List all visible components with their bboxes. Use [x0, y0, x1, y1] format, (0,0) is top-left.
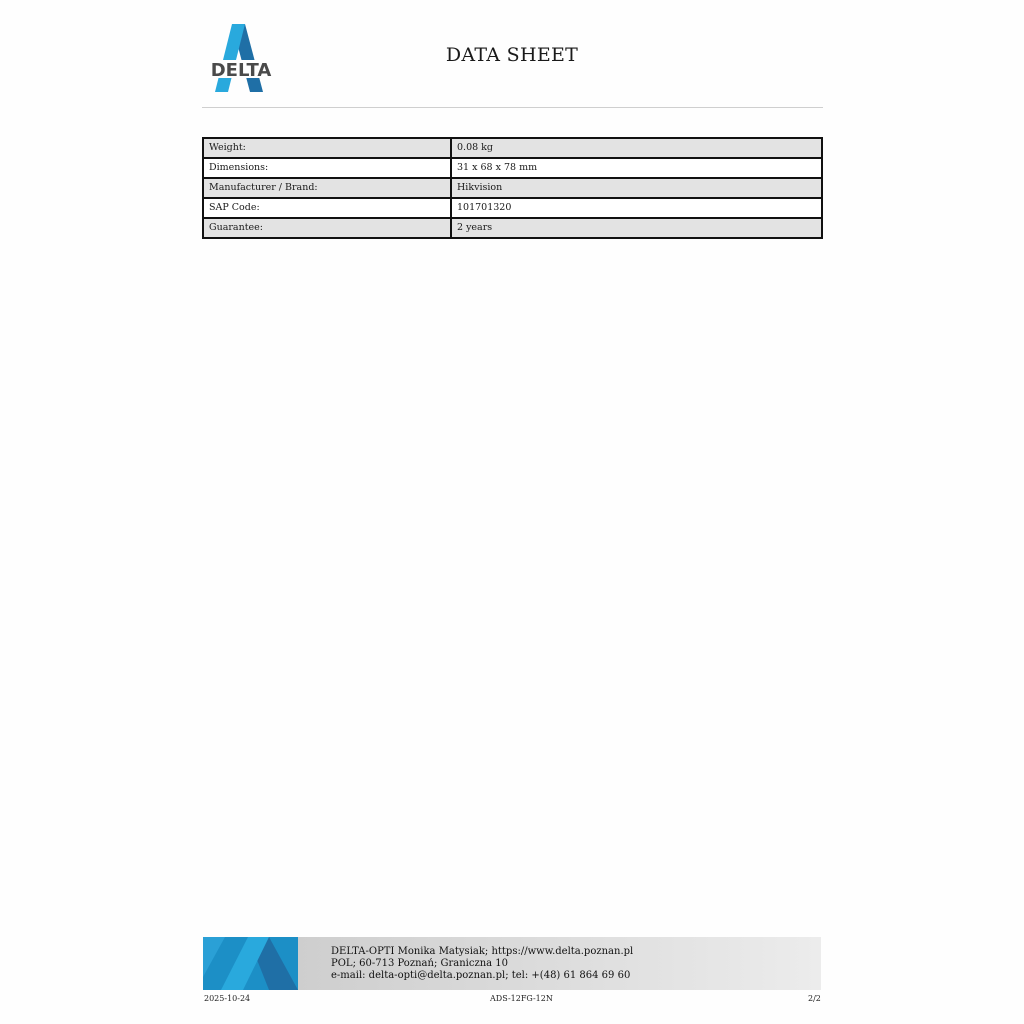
- table-row: [203, 198, 822, 218]
- footer-company-line: DELTA-OPTI Monika Matysiak; https://www.delta.poznan.pl: [331, 946, 634, 957]
- footer-page-number: 2/2: [808, 994, 821, 1003]
- spec-value-dimensions: 31 x 68 x 78 mm: [451, 158, 822, 178]
- footer-date: 2025-10-24: [204, 994, 251, 1003]
- spec-label-dimensions: Dimensions:: [203, 158, 451, 178]
- footer-contact: [331, 946, 633, 982]
- page-title: DATA SHEET: [445, 44, 579, 66]
- table-row: [203, 138, 822, 158]
- spec-table: [202, 137, 823, 239]
- spec-label-brand: Manufacturer / Brand:: [203, 178, 451, 198]
- table-row: [203, 218, 822, 238]
- footer-email-line: e-mail: delta-opti@delta.poznan.pl; tel: +(48) 61 864 69 60: [331, 970, 631, 981]
- footer-address-line: POL; 60-713 Poznań; Graniczna 10: [331, 958, 509, 969]
- spec-value-guarantee: 2 years: [451, 218, 822, 238]
- table-row: [203, 158, 822, 178]
- header-divider: [202, 107, 823, 108]
- table-row: [203, 178, 822, 198]
- spec-value-weight: 0.08 kg: [451, 138, 822, 158]
- footer-contact-band: [203, 937, 821, 990]
- spec-label-weight: Weight:: [203, 138, 451, 158]
- spec-label-sap-code: SAP Code:: [203, 198, 451, 218]
- footer-product-code: ADS-12FG-12N: [490, 994, 553, 1003]
- delta-logo: [205, 22, 277, 94]
- spec-value-sap-code: 101701320: [451, 198, 822, 218]
- spec-label-guarantee: Guarantee:: [203, 218, 451, 238]
- spec-value-brand: Hikvision: [451, 178, 822, 198]
- logo-text: DELTA: [210, 60, 272, 81]
- footer-logo-graphic: [203, 937, 298, 990]
